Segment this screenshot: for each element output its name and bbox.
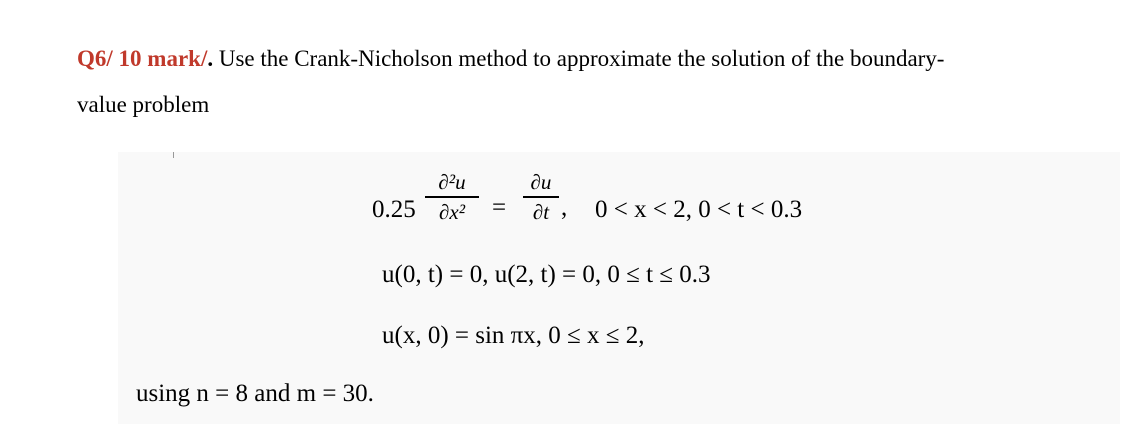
parameters-line: using n = 8 and m = 30. (136, 380, 374, 407)
rhs-fraction (523, 170, 559, 224)
question-text-1: Use the Crank-Nicholson method to approximate the solution of the boundary- (213, 46, 945, 71)
question-text-2: value problem (77, 92, 210, 117)
fraction-comma: , (561, 194, 568, 221)
initial-condition: u(x, 0) = sin πx, 0 ≤ x ≤ 2, (382, 322, 645, 349)
lhs-numerator: ∂²u (438, 170, 466, 194)
margin-tick (173, 152, 174, 158)
pde-domain: 0 < x < 2, 0 < t < 0.3 (595, 196, 803, 223)
lhs-denominator: ∂x² (439, 199, 465, 224)
boundary-conditions: u(0, t) = 0, u(2, t) = 0, 0 ≤ t ≤ 0.3 (382, 261, 711, 288)
question-line-1 (77, 46, 944, 72)
rhs-denominator: ∂t (532, 199, 550, 224)
equals-sign: = (492, 194, 507, 221)
lhs-fraction (425, 170, 479, 224)
coefficient: 0.25 (372, 196, 416, 223)
rhs-numerator: ∂u (530, 170, 552, 194)
question-label: Q6/ 10 mark/. (77, 46, 214, 71)
